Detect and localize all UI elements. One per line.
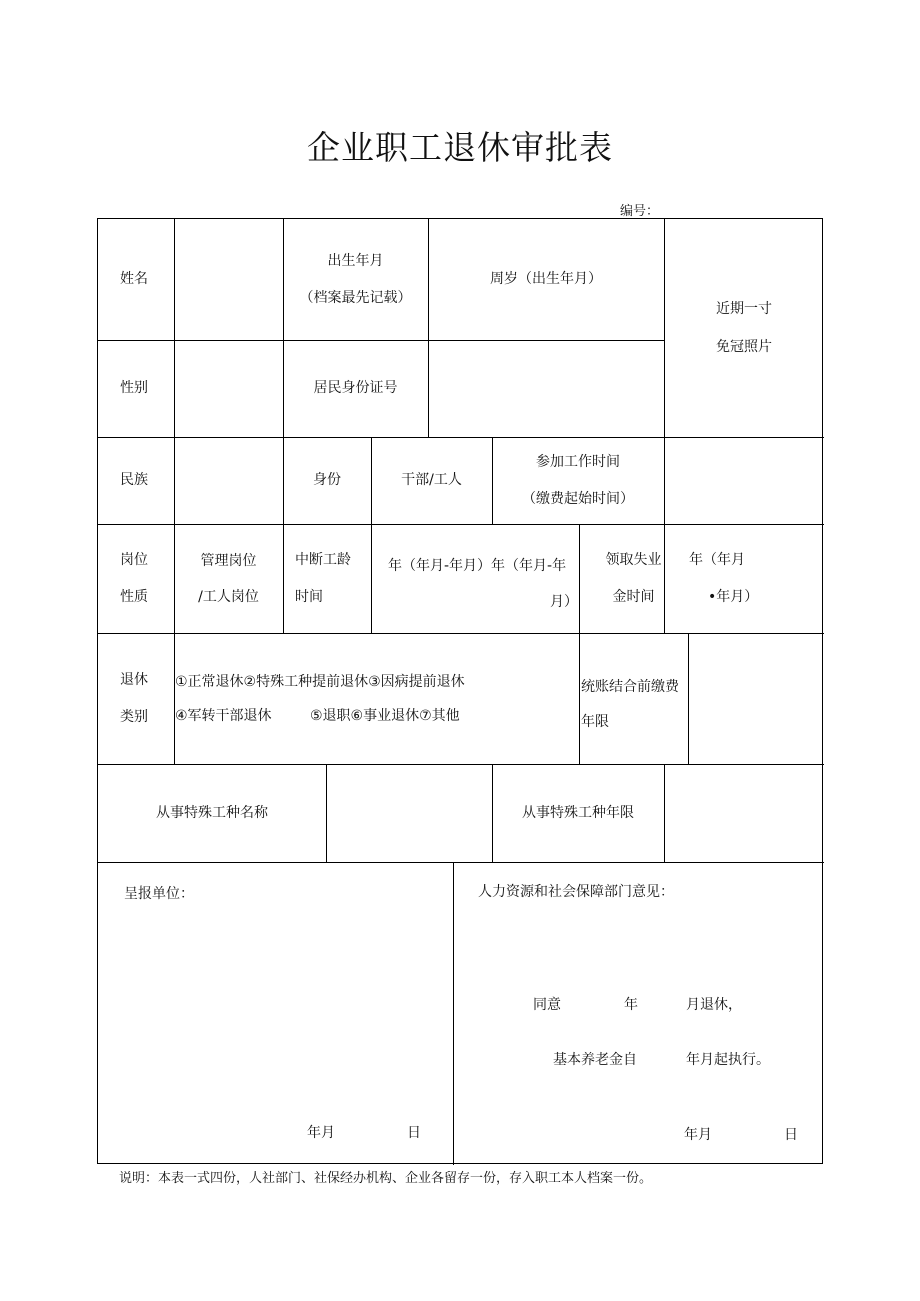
pension-effective-date: 年月起执行。 — [686, 1052, 770, 1068]
col-divider — [492, 437, 493, 524]
service-break-label-1: 中断工龄 — [295, 552, 351, 568]
work-start-label: 参加工作时间 — [536, 454, 620, 470]
approval-agree: 同意 — [533, 997, 561, 1013]
post-label-1: 岗位 — [120, 552, 148, 568]
work-start-note: （缴费起始时间） — [522, 491, 634, 507]
retire-type-label-1: 退休 — [120, 672, 148, 688]
unemployment-label-2: 金时间 — [612, 589, 655, 605]
ethnicity-label: 民族 — [120, 472, 148, 488]
age-label: 周岁（出生年月） — [490, 271, 602, 287]
retire-type-label-2: 类别 — [120, 709, 148, 725]
submitting-unit-label: 呈报单位： — [124, 886, 194, 902]
pre-merge-years-label-2: 年限 — [581, 714, 609, 730]
special-job-name-label: 从事特殊工种名称 — [156, 805, 268, 821]
row-divider — [98, 862, 824, 863]
submit-day: 日 — [407, 1125, 421, 1141]
retire-type-options-1: ①正常退休②特殊工种提前退休③因病提前退休 — [175, 674, 465, 690]
col-divider — [664, 219, 665, 524]
service-break-value-2: 月） — [550, 594, 578, 610]
row-divider — [98, 340, 664, 341]
birth-date-label: 出生年月 — [327, 253, 384, 269]
col-divider — [688, 633, 689, 764]
service-break-value-1: 年（年月-年月）年（年月-年 — [388, 558, 567, 574]
approval-form-table — [97, 218, 823, 1164]
submit-year-month: 年月 — [307, 1125, 335, 1141]
hr-department-opinion-label: 人力资源和社会保障部门意见： — [478, 884, 674, 900]
row-divider — [98, 764, 824, 765]
form-footnote: 说明：本表一式四份，人社部门、社保经办机构、企业各留存一份，存入职工本人档案一份。 — [119, 1171, 653, 1186]
birth-date-note: （档案最先记载） — [299, 290, 412, 306]
approval-year: 年 — [624, 997, 638, 1013]
identity-label: 身份 — [313, 472, 341, 488]
pre-merge-years-label-1: 统账结合前缴费 — [581, 679, 679, 695]
row-divider — [98, 437, 824, 438]
unemployment-value-2: •年月） — [708, 589, 759, 605]
unemployment-value-1: 年（年月 — [689, 552, 745, 568]
row-divider — [98, 633, 824, 634]
col-divider — [453, 862, 454, 1165]
col-divider — [664, 524, 665, 633]
photo-placeholder-line1: 近期一寸 — [716, 301, 772, 317]
photo-placeholder-line2: 免冠照片 — [716, 339, 772, 355]
col-divider — [664, 764, 665, 862]
identity-value: 干部/工人 — [401, 472, 462, 488]
serial-number-label: 编号： — [620, 204, 660, 219]
pension-start-label: 基本养老金自 — [553, 1052, 637, 1068]
approval-year-month: 年月 — [684, 1127, 712, 1143]
col-divider — [428, 219, 429, 437]
approval-day: 日 — [784, 1127, 798, 1143]
unemployment-label-1: 领取失业 — [605, 552, 662, 568]
form-title: 企业职工退休审批表 — [307, 128, 613, 167]
id-number-label: 居民身份证号 — [313, 380, 398, 396]
gender-label: 性别 — [120, 380, 148, 396]
post-label-2: 性质 — [120, 589, 148, 605]
approval-retire-month: 月退休， — [686, 997, 742, 1013]
retire-type-options-2b: ⑤退职⑥事业退休⑦其他 — [310, 708, 460, 724]
post-value-2: /工人岗位 — [198, 589, 259, 605]
post-value-1: 管理岗位 — [200, 553, 257, 569]
col-divider — [371, 437, 372, 633]
service-break-label-2: 时间 — [295, 589, 323, 605]
name-label: 姓名 — [120, 271, 148, 287]
row-divider — [98, 524, 824, 525]
special-job-years-label: 从事特殊工种年限 — [522, 805, 634, 821]
col-divider — [283, 219, 284, 633]
retire-type-options-2a: ④军转干部退休 — [175, 708, 272, 724]
col-divider — [326, 764, 327, 862]
